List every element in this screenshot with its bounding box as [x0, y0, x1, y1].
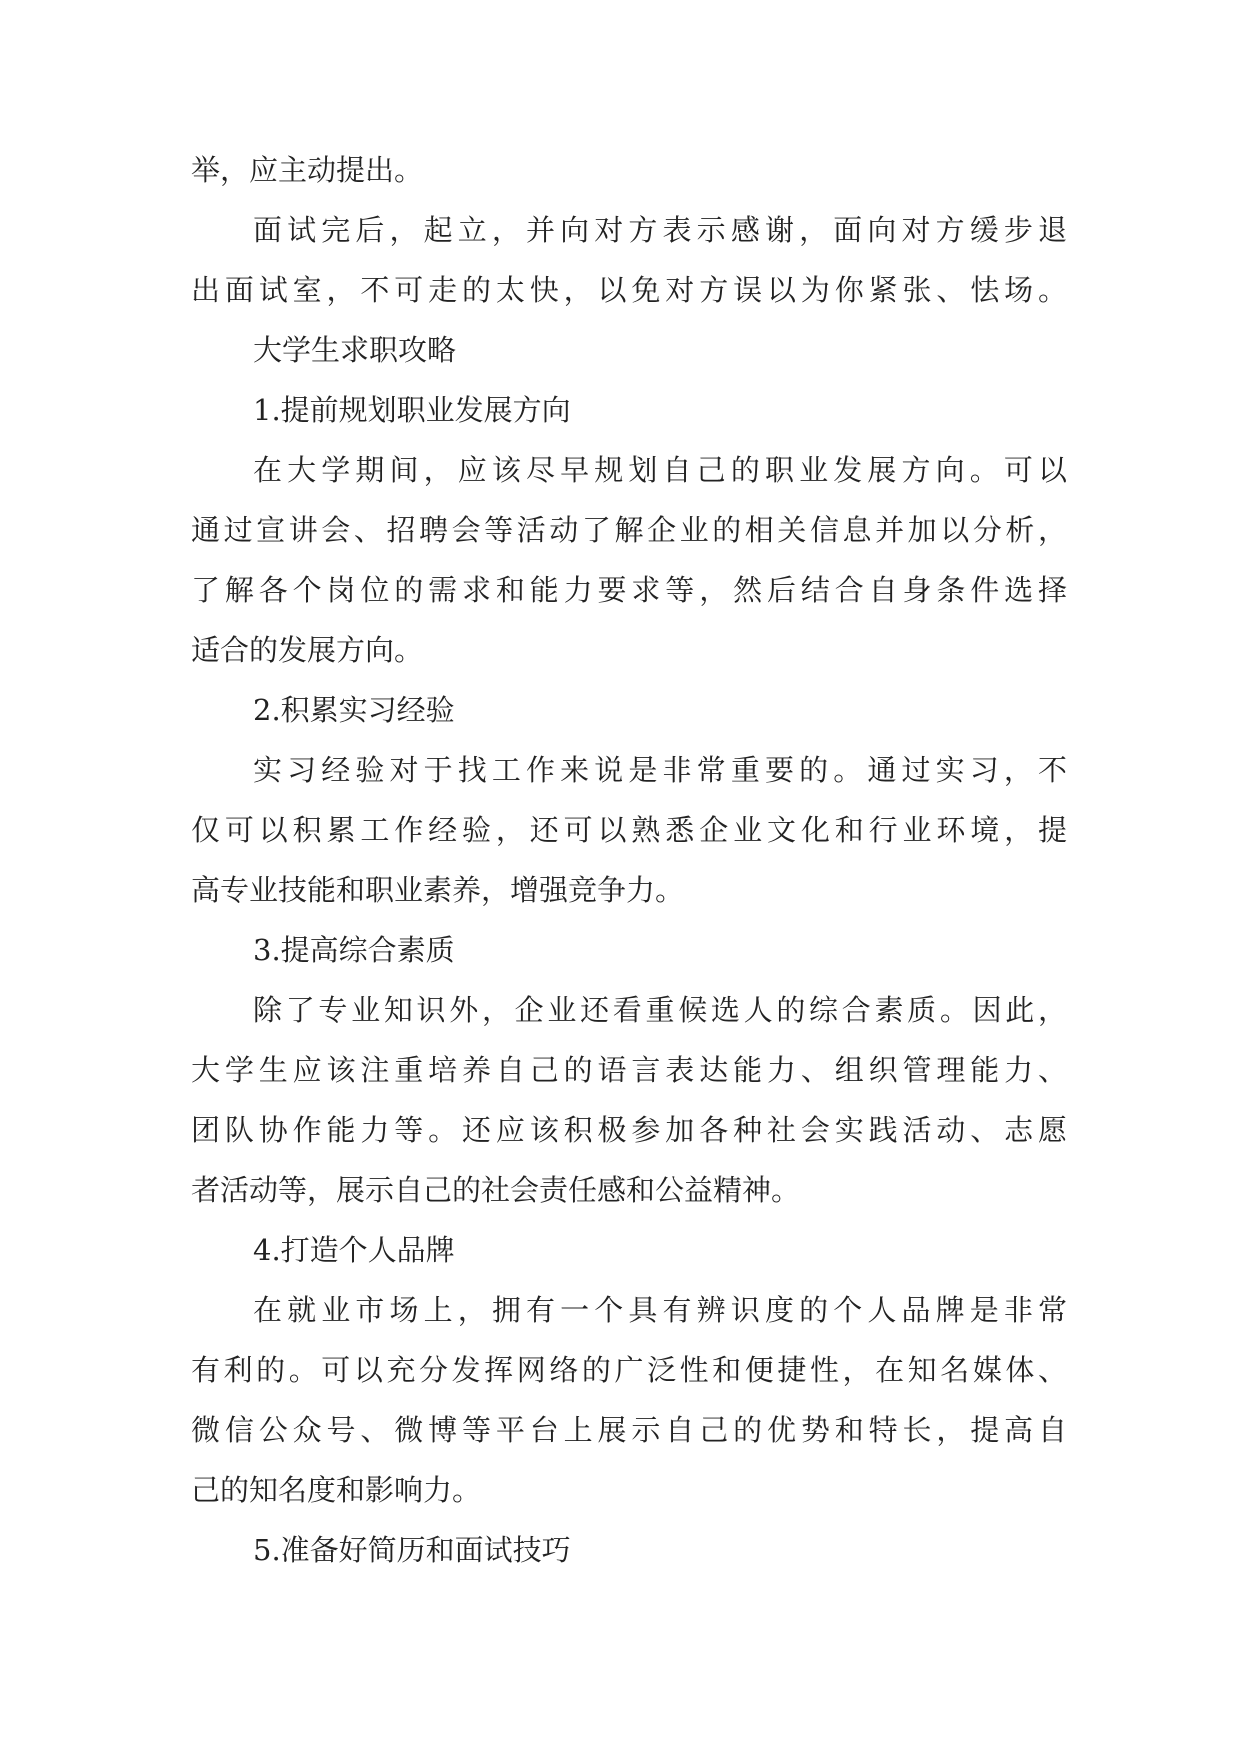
section-heading: 大学生求职攻略	[253, 333, 457, 367]
paragraph-line: 高专业技能和职业素养，增强竞争力。	[191, 873, 685, 907]
subheading: 1.提前规划职业发展方向	[253, 393, 571, 427]
paragraph-line: 面试完后，起立，并向对方表示感谢，面向对方缓步退	[253, 213, 1067, 247]
paragraph-line: 在就业市场上，拥有一个具有辨识度的个人品牌是非常	[253, 1293, 1067, 1327]
subheading: 2.积累实习经验	[253, 693, 455, 727]
paragraph-line: 适合的发展方向。	[191, 633, 424, 667]
paragraph-line: 微信公众号、微博等平台上展示自己的优势和特长，提高自	[191, 1413, 1067, 1447]
paragraph-line: 团队协作能力等。还应该积极参加各种社会实践活动、志愿	[191, 1113, 1067, 1147]
paragraph-line: 通过宣讲会、招聘会等活动了解企业的相关信息并加以分析，	[191, 513, 1067, 547]
paragraph-line: 了解各个岗位的需求和能力要求等，然后结合自身条件选择	[191, 573, 1067, 607]
subheading: 3.提高综合素质	[253, 933, 455, 967]
subheading: 5.准备好简历和面试技巧	[253, 1533, 571, 1567]
paragraph-line: 有利的。可以充分发挥网络的广泛性和便捷性，在知名媒体、	[191, 1353, 1067, 1387]
paragraph-line: 在大学期间，应该尽早规划自己的职业发展方向。可以	[253, 453, 1067, 487]
paragraph-line: 者活动等，展示自己的社会责任感和公益精神。	[191, 1173, 801, 1207]
paragraph-line: 己的知名度和影响力。	[191, 1473, 482, 1507]
paragraph-line: 举，应主动提出。	[191, 153, 424, 187]
paragraph-line: 大学生应该注重培养自己的语言表达能力、组织管理能力、	[191, 1053, 1067, 1087]
paragraph-line: 实习经验对于找工作来说是非常重要的。通过实习，不	[253, 753, 1067, 787]
paragraph-line: 出面试室，不可走的太快，以免对方误以为你紧张、怯场。	[191, 273, 1067, 307]
paragraph-line: 仅可以积累工作经验，还可以熟悉企业文化和行业环境，提	[191, 813, 1067, 847]
paragraph-line: 除了专业知识外，企业还看重候选人的综合素质。因此，	[253, 993, 1067, 1027]
subheading: 4.打造个人品牌	[253, 1233, 455, 1267]
